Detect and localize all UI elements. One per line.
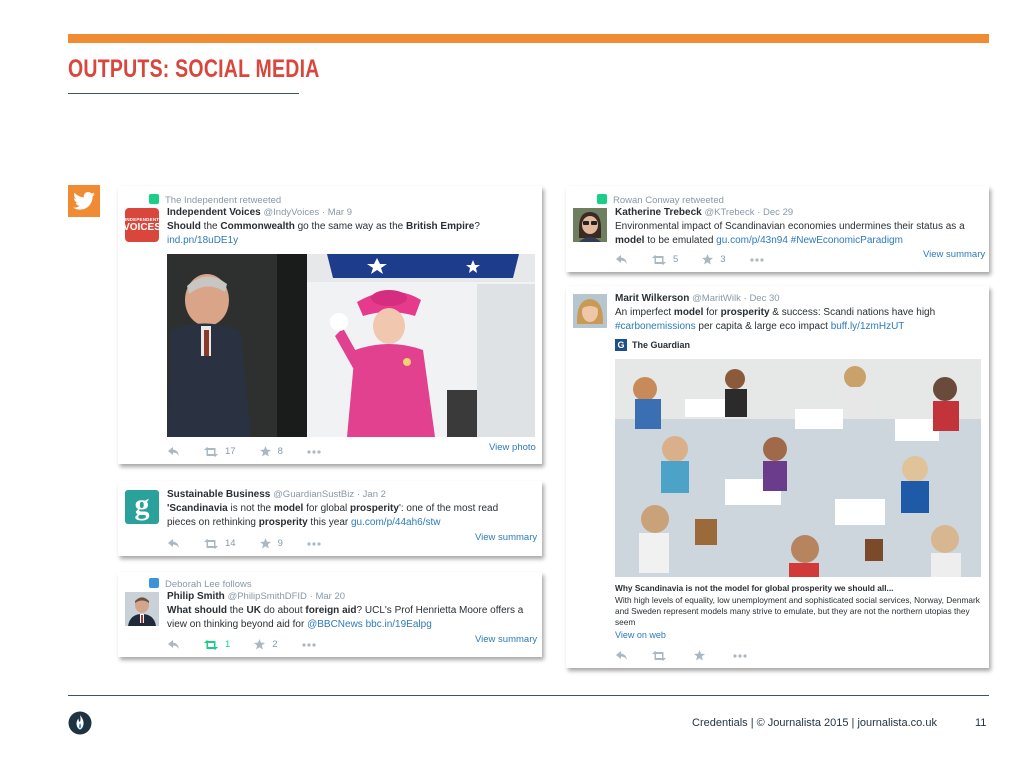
reply-button[interactable] xyxy=(168,640,180,650)
retweet-count: 17 xyxy=(225,446,236,457)
retweet-count: 14 xyxy=(225,538,236,549)
author-name[interactable]: Katherine Trebeck xyxy=(615,207,702,218)
author-name[interactable]: Independent Voices xyxy=(167,207,261,218)
author-name[interactable]: Sustainable Business xyxy=(167,489,271,500)
top-accent-bar xyxy=(68,34,989,43)
tweet-date[interactable]: · Dec 29 xyxy=(757,207,794,218)
avatar-katherine-trebeck[interactable] xyxy=(573,208,607,242)
hashtag-link[interactable]: #carbonemissions xyxy=(615,320,696,332)
source-name: The Guardian xyxy=(632,340,691,350)
more-dots-icon xyxy=(750,258,764,262)
more-dots-icon xyxy=(307,450,321,454)
favorite-count: 8 xyxy=(277,446,283,457)
favorite-button[interactable] xyxy=(260,446,283,457)
tweet-text-segment-group xyxy=(167,604,539,618)
more-options-button[interactable] xyxy=(307,450,321,454)
tweet-link[interactable]: gu.com/p/44ah6/stw xyxy=(351,516,441,528)
tweet-header xyxy=(167,591,345,602)
favorite-count: 2 xyxy=(272,639,278,650)
tweet-date[interactable]: · Mar 9 xyxy=(321,207,352,218)
author-handle[interactable]: @IndyVoices xyxy=(263,207,320,218)
tweet-header xyxy=(167,489,386,500)
reply-button[interactable] xyxy=(168,447,180,457)
tweet-text: ? xyxy=(474,221,480,232)
tweet-date[interactable]: · Jan 2 xyxy=(356,489,386,500)
view-summary-link[interactable]: View summary xyxy=(475,634,538,645)
tweet-date[interactable]: · Dec 30 xyxy=(743,293,780,304)
retweet-context-icon xyxy=(149,194,159,204)
avatar-photo xyxy=(125,592,159,626)
tweet-text-bold: What should xyxy=(167,605,227,616)
tweet-text: for xyxy=(703,307,721,318)
tweet-header xyxy=(167,207,352,218)
follow-context-text: Deborah Lee follows xyxy=(165,579,252,590)
more-dots-icon xyxy=(302,643,316,647)
footer-divider xyxy=(68,695,989,696)
author-handle[interactable]: @MaritWilk xyxy=(692,293,741,304)
card-photo-cafe-crowd[interactable] xyxy=(615,359,981,577)
reply-button[interactable] xyxy=(168,539,180,549)
tweet-text-bold: prosperity xyxy=(258,516,308,528)
tweet-text-bold: model xyxy=(673,307,704,318)
hashtag-link[interactable]: #NewEconomicParadigm xyxy=(790,234,903,246)
tweet-text-bold: model xyxy=(273,503,304,514)
retweet-icon xyxy=(652,255,666,265)
tweet-text-bold: model xyxy=(615,234,645,246)
tweet-text xyxy=(167,220,537,247)
tweet-text-bold: UK xyxy=(246,605,261,616)
more-options-button[interactable] xyxy=(750,258,764,262)
tweet-text-bold: Commonwealth xyxy=(220,221,295,232)
retweet-icon xyxy=(652,651,666,661)
reply-icon xyxy=(168,539,180,549)
tweet-text: ': one of the most read xyxy=(398,503,499,514)
avatar-philip-smith[interactable] xyxy=(125,592,159,626)
retweet-count: 1 xyxy=(225,639,231,650)
mention-link[interactable]: @BBCNews xyxy=(307,618,363,630)
tweet-card-katherine-trebeck[interactable] xyxy=(566,186,989,272)
tweet-card-philip-smith[interactable] xyxy=(118,572,542,657)
author-name[interactable]: Philip Smith xyxy=(167,591,225,602)
favorite-button[interactable] xyxy=(260,538,283,549)
author-handle[interactable]: @KTrebeck xyxy=(704,207,755,218)
retweet-icon xyxy=(204,539,218,549)
tweet-text: the xyxy=(200,221,221,232)
reply-icon xyxy=(168,640,180,650)
avatar-letter: g xyxy=(134,488,150,521)
view-photo-link[interactable]: View photo xyxy=(489,442,536,453)
author-handle[interactable]: @PhilipSmithDFID xyxy=(227,591,307,602)
tweet-card-marit-wilkerson[interactable] xyxy=(566,286,989,668)
star-icon xyxy=(260,446,271,457)
retweet-button[interactable] xyxy=(652,254,678,265)
star-icon xyxy=(254,639,265,650)
tweet-text-bold: Should xyxy=(167,221,201,232)
tweet-text xyxy=(615,220,987,247)
star-icon xyxy=(702,254,713,265)
tweet-text-segment-group xyxy=(167,220,537,234)
tweet-header xyxy=(615,207,793,218)
favorite-button[interactable] xyxy=(702,254,725,265)
tweet-text xyxy=(167,502,539,529)
avatar-text-top: INDEPENDENT xyxy=(124,217,160,222)
tweet-text: to be emulated xyxy=(644,234,717,246)
favorite-count: 3 xyxy=(720,254,726,265)
tweet-text-line1: Environmental impact of Scandinavian economies undermines their status as a xyxy=(615,221,965,232)
retweet-button-active[interactable] xyxy=(204,639,230,650)
journalista-flame-logo-icon xyxy=(68,711,92,735)
tweet-photo-royal-visit[interactable] xyxy=(167,254,535,437)
reply-icon xyxy=(168,447,180,457)
view-on-web-link[interactable]: View on web xyxy=(615,630,666,640)
photo-illustration xyxy=(167,254,535,437)
favorite-count: 9 xyxy=(277,538,283,549)
tweet-actions xyxy=(616,650,747,661)
view-summary-link[interactable]: View summary xyxy=(923,249,986,260)
tweet-text-segment-group xyxy=(167,517,351,528)
favorite-button[interactable] xyxy=(694,650,705,661)
footer-credits: Credentials | © Journalista 2015 | journalista.co.uk xyxy=(692,717,937,729)
author-name[interactable]: Marit Wilkerson xyxy=(615,293,690,304)
title-underline xyxy=(68,93,299,94)
avatar-photo xyxy=(573,208,607,242)
author-handle[interactable]: @GuardianSustBiz xyxy=(273,489,355,500)
follow-context-icon xyxy=(149,578,159,588)
more-options-button[interactable] xyxy=(302,643,316,647)
tweet-actions xyxy=(168,639,316,650)
source-row[interactable] xyxy=(615,339,690,351)
reply-icon xyxy=(616,651,628,661)
card-description: With high levels of equality, low unemployment and sophisticated social services, Norway, Denmark and Sweden represent models many strive to emulate, but they are not the northern utopias they seem xyxy=(615,595,980,627)
tweet-text-line2: per capita & large eco impact xyxy=(695,320,831,332)
tweet-text-segment-group xyxy=(615,235,716,246)
tweet-text: & success: Scandi nations have high xyxy=(769,307,936,318)
tweet-text-bold: prosperity xyxy=(350,503,399,514)
tweet-actions xyxy=(168,446,321,457)
twitter-bird-icon xyxy=(68,185,100,217)
page-number: 11 xyxy=(975,717,987,729)
tweet-link[interactable]: buff.ly/1zmHzUT xyxy=(830,320,905,332)
avatar-marit-wilkerson[interactable] xyxy=(573,294,607,328)
favorite-button[interactable] xyxy=(254,639,277,650)
retweet-context xyxy=(597,194,724,206)
tweet-text-bold: prosperity xyxy=(720,307,770,318)
reply-button[interactable] xyxy=(616,651,628,661)
tweet-text: is not the xyxy=(227,503,274,514)
tweet-text-bold: 'Scandinavia xyxy=(167,503,228,514)
photo-illustration xyxy=(615,359,981,577)
avatar-independent-voices[interactable] xyxy=(125,208,159,242)
view-summary-link[interactable]: View summary xyxy=(475,532,538,543)
tweet-text: the xyxy=(227,605,247,616)
tweet-text-segment-group xyxy=(167,502,539,516)
tweet-actions xyxy=(168,538,321,549)
tweet-text: ? UCL's Prof Henrietta Moore offers a xyxy=(356,605,524,616)
tweet-header xyxy=(615,293,780,304)
retweet-icon xyxy=(204,447,218,457)
retweet-context xyxy=(149,194,281,206)
tweet-card-sustainable-business[interactable] xyxy=(118,481,542,556)
more-dots-icon xyxy=(307,542,321,546)
retweet-context-icon xyxy=(597,194,607,204)
avatar-sustainable-business[interactable] xyxy=(125,490,159,524)
follow-context xyxy=(149,578,252,590)
more-options-button[interactable] xyxy=(307,542,321,546)
retweet-count: 5 xyxy=(673,254,679,265)
guardian-logo-icon: G xyxy=(615,339,627,351)
avatar-photo xyxy=(573,294,607,328)
retweet-button[interactable] xyxy=(652,651,666,661)
tweet-link[interactable]: ind.pn/18uDE1y xyxy=(167,234,239,246)
tweet-text-segment-group xyxy=(615,306,987,320)
tweet-text: An imperfect xyxy=(615,307,674,318)
reply-icon xyxy=(616,255,628,265)
retweet-icon-active xyxy=(204,640,218,650)
tweet-text xyxy=(615,306,987,333)
retweet-context-text: Rowan Conway retweeted xyxy=(613,195,724,206)
tweet-text: pieces on rethinking xyxy=(167,516,259,528)
star-icon xyxy=(694,650,705,661)
tweet-text: this year xyxy=(307,516,351,528)
tweet-text: for global xyxy=(303,503,351,514)
more-options-button[interactable] xyxy=(733,654,747,658)
star-icon xyxy=(260,538,271,549)
more-dots-icon xyxy=(733,654,747,658)
retweet-button[interactable] xyxy=(204,538,236,549)
tweet-link[interactable]: gu.com/p/43n94 xyxy=(716,234,788,246)
avatar-text-bottom: VOICES xyxy=(123,222,161,233)
tweet-text-bold: British Empire xyxy=(405,221,475,232)
tweet-text-bold: foreign aid xyxy=(305,605,357,616)
tweet-link[interactable]: bbc.in/19Ealpg xyxy=(365,618,432,630)
tweet-text: do about xyxy=(260,605,306,616)
tweet-text xyxy=(167,604,539,631)
tweet-text-line2: view on thinking beyond aid for xyxy=(167,618,308,630)
tweet-actions xyxy=(616,254,764,265)
retweet-context-text: The Independent retweeted xyxy=(165,195,282,206)
card-title[interactable]: Why Scandinavia is not the model for global prosperity we should all... xyxy=(615,583,894,593)
page-title: OUTPUTS: SOCIAL MEDIA xyxy=(68,55,320,83)
reply-button[interactable] xyxy=(616,255,628,265)
tweet-card-independent-voices[interactable] xyxy=(118,186,542,464)
tweet-text: go the same way as the xyxy=(294,221,406,232)
tweet-date[interactable]: · Mar 20 xyxy=(309,591,346,602)
retweet-button[interactable] xyxy=(204,446,236,457)
